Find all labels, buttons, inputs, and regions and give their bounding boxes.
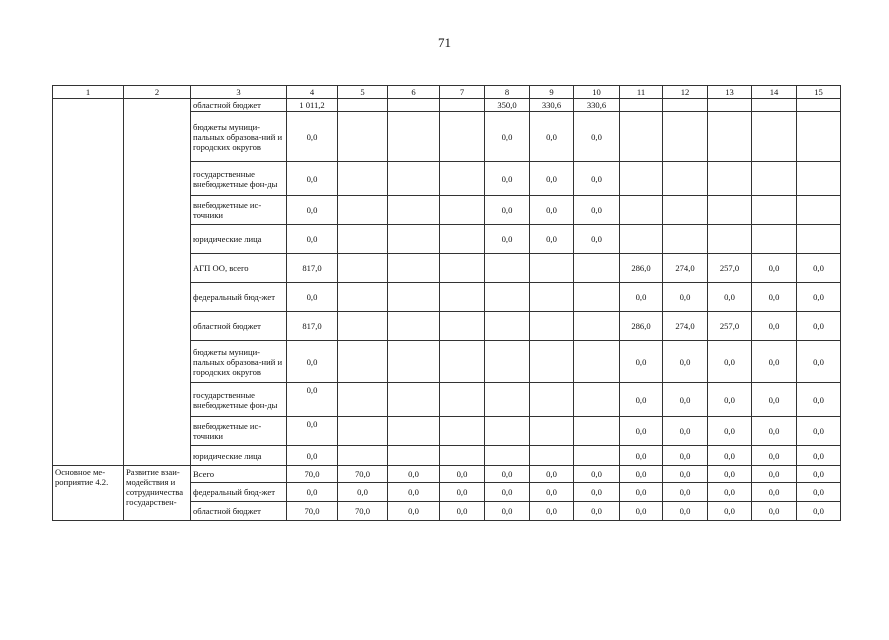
value-cell xyxy=(440,196,485,225)
value-cell: 0,0 xyxy=(797,417,841,446)
value-cell xyxy=(663,196,708,225)
value-cell xyxy=(797,112,841,162)
activity-name-cell: Развитие взаи-модействия и сотрудничества государствен- xyxy=(124,466,191,521)
value-cell: 1 011,2 xyxy=(287,99,338,112)
value-cell xyxy=(338,341,388,383)
value-cell: 274,0 xyxy=(663,312,708,341)
value-cell xyxy=(797,225,841,254)
value-cell xyxy=(440,112,485,162)
value-cell xyxy=(338,312,388,341)
value-cell xyxy=(620,196,663,225)
column-number: 12 xyxy=(663,86,708,99)
funding-source-cell: юридические лица xyxy=(191,225,287,254)
value-cell xyxy=(485,254,530,283)
value-cell xyxy=(338,99,388,112)
value-cell: 0,0 xyxy=(287,383,338,417)
value-cell: 0,0 xyxy=(485,466,530,483)
value-cell xyxy=(663,225,708,254)
value-cell xyxy=(388,99,440,112)
value-cell: 0,0 xyxy=(752,483,797,502)
funding-source-cell: областной бюджет xyxy=(191,312,287,341)
value-cell xyxy=(620,162,663,196)
funding-source-cell: государственные внебюджетные фон-ды xyxy=(191,383,287,417)
value-cell xyxy=(620,112,663,162)
value-cell: 0,0 xyxy=(708,417,752,446)
value-cell: 0,0 xyxy=(708,466,752,483)
value-cell: 0,0 xyxy=(620,466,663,483)
value-cell: 0,0 xyxy=(752,312,797,341)
value-cell xyxy=(530,254,574,283)
value-cell: 0,0 xyxy=(287,341,338,383)
value-cell xyxy=(440,312,485,341)
value-cell: 0,0 xyxy=(440,502,485,521)
value-cell: 0,0 xyxy=(752,341,797,383)
value-cell xyxy=(708,112,752,162)
value-cell: 0,0 xyxy=(287,483,338,502)
value-cell xyxy=(388,254,440,283)
value-cell: 0,0 xyxy=(287,446,338,466)
value-cell: 0,0 xyxy=(388,483,440,502)
value-cell xyxy=(708,162,752,196)
value-cell: 0,0 xyxy=(620,383,663,417)
value-cell xyxy=(574,383,620,417)
value-cell xyxy=(530,383,574,417)
value-cell xyxy=(338,417,388,446)
column-number: 1 xyxy=(53,86,124,99)
funding-source-cell: Всего xyxy=(191,466,287,483)
value-cell xyxy=(485,283,530,312)
value-cell: 330,6 xyxy=(530,99,574,112)
value-cell: 0,0 xyxy=(485,112,530,162)
value-cell xyxy=(574,283,620,312)
value-cell xyxy=(388,162,440,196)
value-cell xyxy=(440,383,485,417)
value-cell: 70,0 xyxy=(287,466,338,483)
value-cell: 70,0 xyxy=(287,502,338,521)
funding-source-cell: внебюджетные ис-точники xyxy=(191,417,287,446)
value-cell xyxy=(440,225,485,254)
value-cell xyxy=(663,112,708,162)
value-cell xyxy=(388,112,440,162)
value-cell: 0,0 xyxy=(530,483,574,502)
value-cell xyxy=(338,383,388,417)
value-cell: 0,0 xyxy=(797,483,841,502)
value-cell: 0,0 xyxy=(752,254,797,283)
value-cell xyxy=(574,254,620,283)
budget-table xyxy=(52,85,841,521)
value-cell xyxy=(752,196,797,225)
value-cell xyxy=(338,283,388,312)
value-cell xyxy=(797,99,841,112)
value-cell: 0,0 xyxy=(485,483,530,502)
value-cell xyxy=(388,446,440,466)
value-cell xyxy=(752,112,797,162)
table-row xyxy=(53,99,841,112)
value-cell: 0,0 xyxy=(620,417,663,446)
value-cell xyxy=(485,446,530,466)
value-cell: 0,0 xyxy=(574,483,620,502)
value-cell: 0,0 xyxy=(440,466,485,483)
funding-source-cell: государственные внебюджетные фон-ды xyxy=(191,162,287,196)
column-number: 14 xyxy=(752,86,797,99)
col2-cell xyxy=(124,99,191,466)
value-cell xyxy=(388,341,440,383)
column-number: 8 xyxy=(485,86,530,99)
column-number: 9 xyxy=(530,86,574,99)
value-cell: 0,0 xyxy=(708,483,752,502)
value-cell: 0,0 xyxy=(530,502,574,521)
value-cell: 0,0 xyxy=(708,502,752,521)
funding-source-cell: АГП ОО, всего xyxy=(191,254,287,283)
value-cell xyxy=(574,417,620,446)
value-cell xyxy=(388,225,440,254)
value-cell: 0,0 xyxy=(663,483,708,502)
value-cell xyxy=(388,312,440,341)
value-cell: 0,0 xyxy=(797,466,841,483)
value-cell: 0,0 xyxy=(485,225,530,254)
value-cell: 70,0 xyxy=(338,502,388,521)
value-cell xyxy=(485,341,530,383)
funding-source-cell: федеральный бюд-жет xyxy=(191,483,287,502)
value-cell: 350,0 xyxy=(485,99,530,112)
value-cell: 0,0 xyxy=(388,466,440,483)
value-cell: 0,0 xyxy=(797,312,841,341)
column-number: 2 xyxy=(124,86,191,99)
value-cell: 0,0 xyxy=(708,341,752,383)
value-cell: 0,0 xyxy=(797,383,841,417)
value-cell xyxy=(338,254,388,283)
value-cell: 0,0 xyxy=(287,225,338,254)
column-number: 15 xyxy=(797,86,841,99)
value-cell: 0,0 xyxy=(663,341,708,383)
value-cell xyxy=(440,341,485,383)
value-cell: 0,0 xyxy=(530,196,574,225)
value-cell xyxy=(752,99,797,112)
value-cell xyxy=(338,162,388,196)
value-cell xyxy=(338,446,388,466)
value-cell: 0,0 xyxy=(620,483,663,502)
funding-source-cell: юридические лица xyxy=(191,446,287,466)
value-cell: 0,0 xyxy=(287,112,338,162)
value-cell xyxy=(574,341,620,383)
value-cell xyxy=(440,417,485,446)
value-cell: 0,0 xyxy=(752,383,797,417)
value-cell: 0,0 xyxy=(797,446,841,466)
value-cell: 0,0 xyxy=(574,466,620,483)
column-number: 5 xyxy=(338,86,388,99)
value-cell: 286,0 xyxy=(620,254,663,283)
value-cell: 257,0 xyxy=(708,312,752,341)
value-cell: 0,0 xyxy=(663,283,708,312)
value-cell xyxy=(440,283,485,312)
value-cell xyxy=(530,417,574,446)
value-cell xyxy=(708,99,752,112)
funding-source-cell: внебюджетные ис-точники xyxy=(191,196,287,225)
value-cell: 330,6 xyxy=(574,99,620,112)
table-body xyxy=(53,86,841,521)
value-cell: 0,0 xyxy=(620,283,663,312)
funding-source-cell: бюджеты муници-пальных образова-ний и городских округов xyxy=(191,112,287,162)
value-cell: 0,0 xyxy=(708,283,752,312)
column-number: 7 xyxy=(440,86,485,99)
value-cell: 286,0 xyxy=(620,312,663,341)
header-row xyxy=(53,86,841,99)
value-cell xyxy=(574,312,620,341)
value-cell xyxy=(752,162,797,196)
value-cell xyxy=(530,446,574,466)
value-cell: 257,0 xyxy=(708,254,752,283)
activity-code-cell: Основное ме-роприятие 4.2. xyxy=(53,466,124,521)
value-cell xyxy=(338,225,388,254)
value-cell xyxy=(574,446,620,466)
value-cell xyxy=(388,417,440,446)
value-cell: 0,0 xyxy=(287,417,338,446)
value-cell: 0,0 xyxy=(574,162,620,196)
column-number: 6 xyxy=(388,86,440,99)
value-cell: 0,0 xyxy=(797,341,841,383)
column-number: 10 xyxy=(574,86,620,99)
table-row xyxy=(53,466,841,483)
value-cell: 70,0 xyxy=(338,466,388,483)
value-cell xyxy=(338,112,388,162)
value-cell: 0,0 xyxy=(574,502,620,521)
value-cell: 0,0 xyxy=(663,446,708,466)
value-cell: 0,0 xyxy=(752,446,797,466)
value-cell: 0,0 xyxy=(388,502,440,521)
value-cell: 0,0 xyxy=(287,162,338,196)
column-number: 11 xyxy=(620,86,663,99)
value-cell: 0,0 xyxy=(620,502,663,521)
value-cell: 0,0 xyxy=(663,383,708,417)
value-cell xyxy=(440,254,485,283)
column-number: 3 xyxy=(191,86,287,99)
value-cell: 0,0 xyxy=(485,196,530,225)
value-cell xyxy=(388,283,440,312)
value-cell: 0,0 xyxy=(708,446,752,466)
value-cell: 274,0 xyxy=(663,254,708,283)
value-cell xyxy=(708,225,752,254)
funding-source-cell: федеральный бюд-жет xyxy=(191,283,287,312)
value-cell: 0,0 xyxy=(530,162,574,196)
value-cell xyxy=(388,196,440,225)
value-cell: 0,0 xyxy=(752,283,797,312)
value-cell: 0,0 xyxy=(287,283,338,312)
value-cell xyxy=(530,312,574,341)
value-cell xyxy=(620,99,663,112)
value-cell: 0,0 xyxy=(574,196,620,225)
value-cell: 0,0 xyxy=(708,383,752,417)
value-cell: 0,0 xyxy=(620,341,663,383)
value-cell: 0,0 xyxy=(574,112,620,162)
value-cell xyxy=(797,196,841,225)
value-cell xyxy=(485,417,530,446)
value-cell xyxy=(530,341,574,383)
value-cell xyxy=(440,99,485,112)
value-cell: 0,0 xyxy=(574,225,620,254)
funding-source-cell: областной бюджет xyxy=(191,99,287,112)
value-cell: 0,0 xyxy=(797,254,841,283)
value-cell xyxy=(797,162,841,196)
value-cell xyxy=(620,225,663,254)
column-number: 13 xyxy=(708,86,752,99)
value-cell xyxy=(440,446,485,466)
value-cell: 0,0 xyxy=(530,466,574,483)
value-cell: 0,0 xyxy=(485,502,530,521)
value-cell: 817,0 xyxy=(287,312,338,341)
value-cell: 0,0 xyxy=(663,502,708,521)
page-number: 71 xyxy=(438,35,451,50)
value-cell xyxy=(752,225,797,254)
value-cell xyxy=(663,162,708,196)
value-cell xyxy=(388,383,440,417)
value-cell xyxy=(485,383,530,417)
value-cell: 0,0 xyxy=(530,225,574,254)
value-cell: 0,0 xyxy=(797,283,841,312)
value-cell xyxy=(530,283,574,312)
value-cell: 0,0 xyxy=(797,502,841,521)
value-cell: 0,0 xyxy=(530,112,574,162)
value-cell: 0,0 xyxy=(440,483,485,502)
value-cell: 0,0 xyxy=(752,417,797,446)
value-cell: 0,0 xyxy=(663,466,708,483)
value-cell: 817,0 xyxy=(287,254,338,283)
column-number: 4 xyxy=(287,86,338,99)
funding-source-cell: бюджеты муници-пальных образова-ний и городских округов xyxy=(191,341,287,383)
value-cell xyxy=(663,99,708,112)
value-cell xyxy=(708,196,752,225)
value-cell: 0,0 xyxy=(287,196,338,225)
funding-source-cell: областной бюджет xyxy=(191,502,287,521)
value-cell xyxy=(338,196,388,225)
col1-cell xyxy=(53,99,124,466)
value-cell: 0,0 xyxy=(338,483,388,502)
value-cell xyxy=(485,312,530,341)
value-cell: 0,0 xyxy=(663,417,708,446)
value-cell: 0,0 xyxy=(620,446,663,466)
value-cell: 0,0 xyxy=(752,466,797,483)
value-cell: 0,0 xyxy=(752,502,797,521)
value-cell: 0,0 xyxy=(485,162,530,196)
value-cell xyxy=(440,162,485,196)
